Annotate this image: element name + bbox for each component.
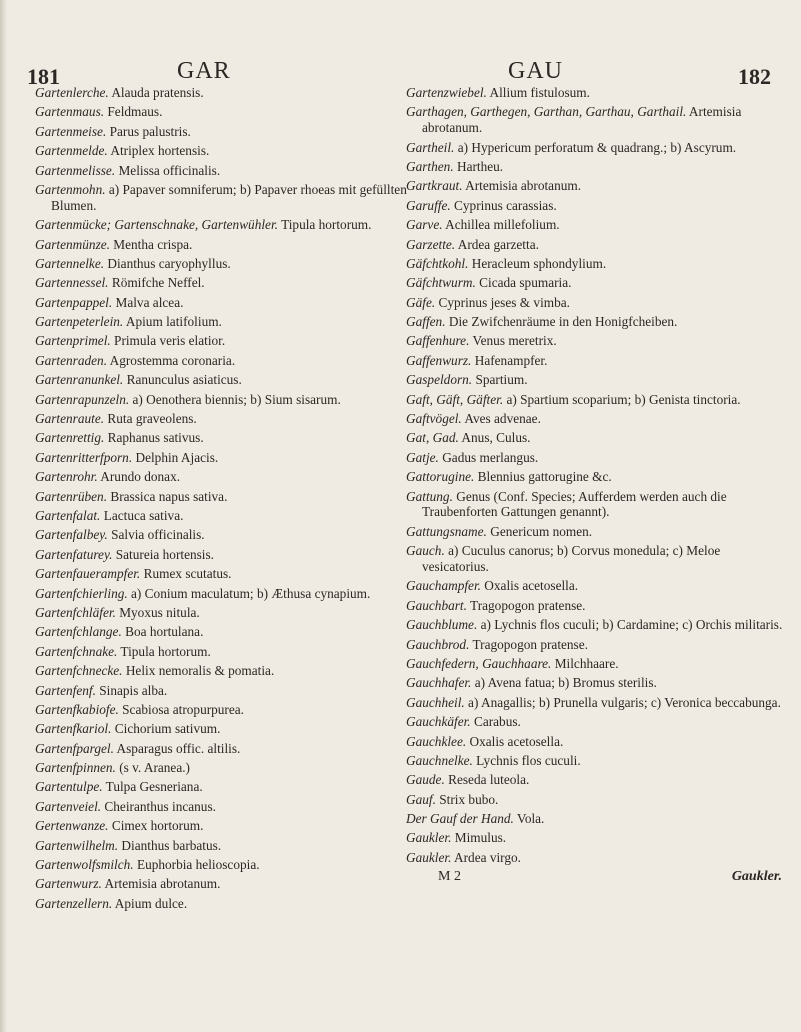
dictionary-entry — [35, 489, 407, 505]
dictionary-entry — [406, 543, 788, 575]
entry-definition: Artemisia abrotanum. — [422, 104, 742, 136]
left-column — [35, 85, 407, 915]
dictionary-entry — [406, 178, 788, 194]
entry-definition: Tragopogon pratense. — [469, 636, 588, 652]
entry-definition: Salvia officinalis. — [107, 527, 205, 543]
dictionary-entry — [35, 741, 407, 757]
entry-headword: Gäfchtwurm. — [406, 275, 476, 291]
dictionary-entry — [406, 237, 788, 253]
dictionary-entry — [406, 811, 788, 827]
dictionary-entry — [35, 508, 407, 524]
entry-definition: Heracleum sphondylium. — [468, 255, 607, 271]
entry-headword: Gäfchtkohl. — [406, 255, 469, 271]
dictionary-entry — [35, 85, 407, 101]
dictionary-entry — [35, 818, 407, 834]
dictionary-entry — [406, 830, 788, 846]
right-column — [406, 85, 788, 885]
entry-definition: Sinapis alba. — [95, 682, 168, 698]
dictionary-entry — [406, 524, 788, 540]
entry-definition: a) Avena fatua; b) Bromus sterilis. — [471, 675, 657, 691]
entry-headword: Gauchheil. — [406, 694, 465, 710]
entry-headword: Gartenzellern. — [35, 895, 113, 911]
entry-headword: Gartenfchnecke. — [35, 663, 123, 679]
entry-headword: Gartenmelde. — [35, 143, 108, 159]
entry-definition: Blennius gattorugine &c. — [474, 469, 612, 485]
dictionary-entry — [406, 598, 788, 614]
dictionary-entry — [406, 469, 788, 485]
dictionary-entry — [406, 850, 788, 866]
entry-definition: Euphorbia helioscopia. — [133, 857, 260, 873]
page-footer — [406, 869, 788, 885]
entry-headword: Gaffenwurz. — [406, 352, 472, 368]
entry-headword: Gauchampfer. — [406, 578, 481, 594]
entry-definition: Cichorium sativum. — [111, 721, 221, 737]
entry-headword: Gauchbrod. — [406, 636, 470, 652]
entry-definition: Tipula hortorum. — [117, 643, 211, 659]
entry-headword: Garzette. — [406, 236, 456, 252]
entry-definition: Anus, Culus. — [458, 430, 531, 446]
entry-headword: Gaffen. — [406, 314, 446, 330]
dictionary-entry — [35, 237, 407, 253]
entry-definition: Dianthus barbatus. — [118, 837, 222, 853]
entry-definition: a) Anagallis; b) Prunella vulgaris; c) Veronica beccabunga. — [464, 694, 781, 710]
entry-headword: Gauchklee. — [406, 733, 467, 749]
dictionary-entry — [406, 675, 788, 691]
entry-definition: Achillea millefolium. — [442, 217, 560, 233]
entry-definition: Römifche Neffel. — [108, 275, 205, 291]
entry-definition: Hartheu. — [453, 158, 504, 174]
dictionary-entry — [406, 392, 788, 408]
entry-definition: Myoxus nitula. — [115, 604, 200, 620]
entry-definition: Cimex hortorum. — [108, 818, 204, 834]
dictionary-entry — [35, 663, 407, 679]
dictionary-entry — [406, 695, 788, 711]
entry-headword: Gartenprimel. — [35, 333, 111, 349]
entry-headword: Gartenfpinnen. — [35, 760, 116, 776]
left-catchword: GAR — [177, 58, 231, 84]
entry-definition: Strix bubo. — [435, 791, 499, 807]
entry-headword: Gartenfalat. — [35, 508, 101, 523]
entry-definition: Boa hortulana. — [121, 624, 204, 640]
entry-definition: Atriplex hortensis. — [107, 143, 210, 159]
entry-headword: Gartenfchnake. — [35, 643, 118, 659]
dictionary-entry — [406, 714, 788, 730]
entry-definition: Ranunculus asiaticus. — [123, 372, 242, 388]
entry-headword: Gartenrüben. — [35, 488, 108, 504]
dictionary-entry — [35, 450, 407, 466]
entry-headword: Gartkraut. — [406, 178, 463, 194]
entry-definition: Malva alcea. — [112, 294, 184, 310]
entry-definition: Venus meretrix. — [469, 333, 557, 349]
dictionary-entry — [406, 256, 788, 272]
entry-definition: Carabus. — [470, 714, 521, 730]
entry-headword: Gartenfenf. — [35, 682, 96, 698]
entry-headword: Gartheil. — [406, 139, 455, 155]
entry-definition: Scabiosa atropurpurea. — [118, 701, 244, 717]
entry-headword: Gartenraden. — [35, 352, 108, 368]
entry-headword: Garthen. — [406, 158, 454, 174]
dictionary-entry — [35, 411, 407, 427]
dictionary-entry — [35, 353, 407, 369]
entry-headword: Gartenmeise. — [35, 123, 107, 139]
dictionary-entry — [35, 256, 407, 272]
dictionary-entry — [35, 760, 407, 776]
dictionary-entry — [35, 430, 407, 446]
left-page-number: 181 — [27, 64, 60, 89]
dictionary-entry — [406, 656, 788, 672]
dictionary-entry — [35, 605, 407, 621]
entry-headword: Gartenveiel. — [35, 798, 102, 814]
entry-headword: Gartenmünze. — [35, 236, 110, 252]
entry-definition: Cyprinus jeses & vimba. — [435, 294, 570, 310]
entry-headword: Gartenwurz. — [35, 876, 102, 892]
entry-headword: Gartenfkabiofe. — [35, 701, 119, 717]
entry-definition: Die Zwifchenräume in den Honigfcheiben. — [445, 314, 678, 330]
entry-headword: Der Gauf der Hand. — [406, 811, 514, 827]
entry-headword: Gaukler. — [406, 849, 452, 865]
entry-definition: Apium latifolium. — [123, 314, 222, 330]
entry-definition: Raphanus sativus. — [104, 430, 204, 446]
dictionary-entry — [35, 644, 407, 660]
entry-headword: Gartenzwiebel. — [406, 85, 487, 100]
dictionary-entry — [406, 314, 788, 330]
footer-catchword: Gaukler. — [731, 869, 782, 885]
dictionary-entry — [406, 140, 788, 156]
dictionary-entry — [406, 333, 788, 349]
entry-definition: Tipula hortorum. — [277, 217, 372, 233]
dictionary-entry — [406, 772, 788, 788]
entry-headword: Gaspeldorn. — [406, 372, 473, 388]
entry-headword: Gartenmaus. — [35, 104, 105, 120]
dictionary-entry — [35, 876, 407, 892]
dictionary-entry — [406, 198, 788, 214]
entry-definition: Mimulus. — [451, 830, 507, 846]
dictionary-entry — [35, 333, 407, 349]
entry-definition: a) Lychnis flos cuculi; b) Cardamine; c) Orchis militaris. — [477, 617, 783, 633]
dictionary-entry — [35, 896, 407, 912]
entry-definition: Artemisia abrotanum. — [101, 876, 221, 892]
entry-headword: Gartenmohn. — [35, 181, 106, 197]
entry-headword: Gauchkäfer. — [406, 714, 471, 730]
dictionary-entry — [35, 721, 407, 737]
entry-headword: Gaftvögel. — [406, 411, 462, 427]
entry-headword: Gartenfchläfer. — [35, 604, 116, 620]
entry-definition: a) Papaver somniferum; b) Papaver rhoeas mit gefüllten Blumen. — [51, 181, 407, 213]
dictionary-entry — [406, 753, 788, 769]
entry-definition: Oxalis acetosella. — [466, 733, 564, 749]
entry-definition: Apium dulce. — [112, 895, 188, 911]
entry-definition: Genus (Conf. Species; Aufferdem werden auch die Traubenforten Gattungen genannt). — [422, 488, 727, 520]
entry-definition: Cheiranthus incanus. — [101, 798, 216, 814]
dictionary-entry — [35, 547, 407, 563]
dictionary-entry — [35, 586, 407, 602]
entry-headword: Gartenpeterlein. — [35, 314, 124, 330]
dictionary-entry — [35, 779, 407, 795]
entry-headword: Gartenpappel. — [35, 294, 113, 310]
dictionary-entry — [406, 104, 788, 136]
entry-headword: Gartenritterfporn. — [35, 449, 133, 465]
entry-definition: Gadus merlangus. — [438, 449, 539, 465]
right-page-number: 182 — [738, 64, 771, 89]
entry-headword: Gaukler. — [406, 830, 452, 846]
entry-definition: a) Hypericum perforatum & quadrang.; b) Ascyrum. — [454, 139, 737, 155]
entry-definition: Genericum nomen. — [486, 523, 593, 539]
entry-headword: Gauch. — [406, 543, 445, 559]
entry-headword: Gat, Gad. — [406, 430, 459, 446]
dictionary-entry — [35, 217, 407, 233]
entry-headword: Gauchhafer. — [406, 675, 472, 691]
entry-definition: Oxalis acetosella. — [480, 578, 579, 594]
entry-headword: Garuffe. — [406, 197, 451, 213]
dictionary-entry — [35, 527, 407, 543]
entry-definition: Agrostemma coronaria. — [107, 352, 236, 368]
entry-definition: a) Cuculus canorus; b) Corvus monedula; c) Meloe vesicatorius. — [422, 543, 721, 574]
entry-headword: Gauchnelke. — [406, 752, 473, 768]
entry-headword: Gartennessel. — [35, 275, 109, 291]
dictionary-entry — [35, 702, 407, 718]
entry-definition: Tragopogon pratense. — [466, 597, 586, 613]
entry-headword: Gauchbart. — [406, 597, 467, 613]
entry-definition: Delphin Ajacis. — [132, 449, 219, 465]
dictionary-entry — [35, 124, 407, 140]
entry-headword: Gartenmelisse. — [35, 162, 116, 178]
dictionary-entry — [406, 450, 788, 466]
entry-headword: Garve. — [406, 217, 443, 233]
dictionary-entry — [406, 430, 788, 446]
entry-definition: Alauda pratensis. — [108, 85, 204, 100]
entry-headword: Gartenrettig. — [35, 430, 105, 446]
entry-definition: Parus palustris. — [106, 123, 191, 139]
dictionary-entry — [406, 489, 788, 521]
entry-headword: Gattorugine. — [406, 469, 475, 485]
entry-headword: Gauchfedern, Gauchhaare. — [406, 655, 552, 671]
entry-definition: Satureia hortensis. — [112, 546, 214, 562]
dictionary-entry — [35, 163, 407, 179]
dictionary-entry — [35, 799, 407, 815]
entry-definition: Melissa officinalis. — [115, 162, 221, 178]
entry-headword: Gartenfalbey. — [35, 527, 108, 543]
entry-definition: Feldmaus. — [104, 104, 163, 120]
entry-definition: a) Oenothera biennis; b) Sium sisarum. — [129, 391, 341, 407]
dictionary-entry — [35, 838, 407, 854]
entry-headword: Gartenrapunzeln. — [35, 391, 130, 407]
dictionary-entry — [35, 182, 407, 214]
entry-headword: Gaffenhure. — [406, 333, 470, 349]
entry-headword: Gartenfchlange. — [35, 624, 122, 640]
entry-definition: Allium fistulosum. — [486, 85, 590, 100]
entry-headword: Gartennelke. — [35, 255, 105, 271]
entry-definition: Mentha crispa. — [109, 236, 193, 252]
entry-definition: Hafenampfer. — [471, 352, 548, 368]
entry-headword: Gartenraute. — [35, 411, 105, 427]
entry-headword: Gaft, Gäft, Gäfter. — [406, 391, 504, 407]
entry-headword: Gartenfauerampfer. — [35, 566, 141, 582]
entry-definition: Helix nemoralis & pomatia. — [122, 663, 275, 679]
entry-definition: (s v. Aranea.) — [115, 760, 190, 776]
dictionary-entry — [35, 275, 407, 291]
dictionary-entry — [406, 578, 788, 594]
dictionary-entry — [406, 295, 788, 311]
entry-headword: Gattung. — [406, 488, 453, 504]
dictionary-entry — [35, 143, 407, 159]
dictionary-entry — [406, 617, 788, 633]
entry-definition: Brassica napus sativa. — [107, 488, 228, 504]
entry-definition: Cyprinus carassias. — [450, 197, 557, 213]
entry-definition: Artemisia abrotanum. — [462, 178, 582, 194]
entry-headword: Gartenmücke; Gartenschnake, Gartenwühler. — [35, 217, 278, 233]
entry-headword: Gartenfpargel. — [35, 740, 114, 756]
entry-headword: Gartenfaturey. — [35, 546, 113, 562]
dictionary-entry — [35, 857, 407, 873]
entry-headword: Gartenwolfsmilch. — [35, 857, 134, 873]
entry-headword: Gartenfkariol. — [35, 721, 112, 737]
entry-definition: Ardea garzetta. — [455, 236, 539, 252]
entry-definition: Primula veris elatior. — [110, 333, 226, 349]
entry-headword: Gäfe. — [406, 294, 436, 310]
entry-headword: Gartentulpe. — [35, 779, 103, 795]
entry-headword: Gartenlerche. — [35, 85, 109, 100]
dictionary-entry — [35, 372, 407, 388]
signature-mark: M 2 — [438, 869, 461, 885]
entry-definition: Ardea virgo. — [451, 849, 521, 865]
entry-definition: a) Spartium scoparium; b) Genista tinctoria. — [503, 391, 741, 407]
dictionary-entry — [406, 85, 788, 101]
dictionary-entry — [406, 217, 788, 233]
entry-definition: Lactuca sativa. — [100, 508, 184, 523]
entry-definition: Arundo donax. — [97, 469, 181, 485]
entry-headword: Gertenwanze. — [35, 818, 109, 834]
dictionary-entry — [406, 734, 788, 750]
right-catchword: GAU — [508, 58, 563, 84]
entry-definition: Rumex scutatus. — [140, 566, 232, 582]
entry-definition: Spartium. — [472, 372, 528, 388]
entry-headword: Garthagen, Garthegen, Garthan, Garthau, Garthail. — [406, 104, 687, 120]
dictionary-entry — [406, 372, 788, 388]
dictionary-entry — [35, 392, 407, 408]
entry-headword: Gatje. — [406, 449, 439, 465]
entry-definition: Reseda luteola. — [444, 772, 530, 788]
dictionary-entry — [406, 792, 788, 808]
entry-definition: Tulpa Gesneriana. — [102, 779, 203, 795]
entry-definition: Asparagus offic. altilis. — [113, 740, 241, 756]
entry-definition: Ruta graveolens. — [104, 411, 197, 427]
entry-headword: Gauf. — [406, 791, 436, 807]
entry-headword: Gattungsname. — [406, 523, 487, 539]
entry-definition: Vola. — [513, 811, 545, 827]
dictionary-entry — [35, 295, 407, 311]
dictionary-entry — [35, 624, 407, 640]
entry-definition: Cicada spumaria. — [475, 275, 572, 291]
dictionary-entry — [406, 159, 788, 175]
dictionary-entry — [406, 637, 788, 653]
entry-definition: Dianthus caryophyllus. — [104, 255, 231, 271]
entry-definition: Aves advenae. — [461, 411, 541, 427]
dictionary-entry — [35, 566, 407, 582]
dictionary-entry — [35, 314, 407, 330]
entry-definition: a) Conium maculatum; b) Æthusa cynapium. — [127, 585, 371, 601]
entry-headword: Gartenrohr. — [35, 469, 98, 485]
dictionary-entry — [35, 469, 407, 485]
entry-headword: Gartenwilhelm. — [35, 837, 119, 853]
dictionary-entry — [406, 275, 788, 291]
entry-headword: Gaude. — [406, 772, 445, 788]
entry-headword: Gauchblume. — [406, 617, 478, 633]
entry-definition: Milchhaare. — [551, 655, 619, 671]
entry-headword: Gartenranunkel. — [35, 372, 124, 388]
dictionary-entry — [35, 683, 407, 699]
page-edge-shadow — [0, 0, 7, 1032]
entry-definition: Lychnis flos cuculi. — [472, 752, 581, 768]
dictionary-entry — [35, 104, 407, 120]
dictionary-entry — [406, 411, 788, 427]
entry-headword: Gartenfchierling. — [35, 585, 128, 601]
dictionary-entry — [406, 353, 788, 369]
